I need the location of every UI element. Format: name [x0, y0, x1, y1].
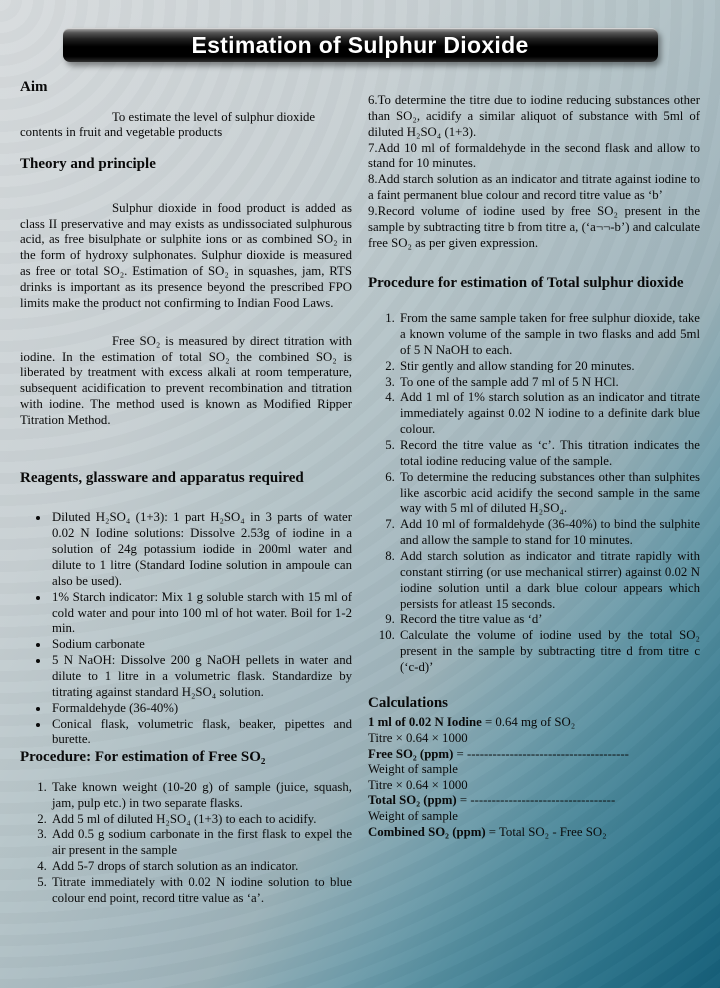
free-step-paragraph: 9.Record volume of iodine used by free SO₂ present in the sample by subtracting titre b from titre a, (‘a¬¬-b’) and calculate free SO₂ as per given expression.	[368, 204, 700, 250]
reagent-item: • Diluted H₂SO₄ (1+3): 1 part H₂SO₄ in 3 parts of water 0.02 N Iodine solutions: Dissolve 2.53g of iodine in a solution of 24g potassium iodide in 200ml water and dilute to 1 litre (Standard Iodine solution in ampoule can also be used).	[50, 510, 352, 589]
calc-line-value: = --------------------------------------	[453, 746, 629, 761]
title-banner	[63, 28, 658, 62]
free-procedure-continuation	[368, 93, 700, 252]
procedure-total-step: 2. Stir gently and allow standing for 20 minutes.	[398, 359, 700, 375]
procedure-free-step: 2. Add 5 ml of diluted H₂SO₄ (1+3) to each to acidify.	[50, 812, 352, 828]
procedure-total-heading: Procedure for estimation of Total sulphur dioxide	[368, 274, 684, 291]
procedure-free-step: 5. Titrate immediately with 0.02 N iodine solution to blue colour end point, record titre value as ‘a’.	[50, 875, 352, 907]
theory-heading: Theory and principle	[20, 156, 156, 173]
calc-line	[368, 715, 700, 731]
calc-line	[368, 793, 700, 809]
calculations-block	[368, 715, 700, 840]
free-step-paragraph: 8.Add starch solution as an indicator and titrate against iodine to a faint permanent blue colour and record titre value as ‘b’	[368, 172, 700, 203]
reagent-item: • 1% Starch indicator: Mix 1 g soluble starch with 15 ml of cold water and pour into 100 ml of hot water. Boil for 1-2 min.	[50, 590, 352, 638]
page-title: Estimation of Sulphur Dioxide	[191, 31, 529, 58]
free-step-paragraph: 7.Add 10 ml of formaldehyde in the second flask and allow to stand for 10 minutes.	[368, 140, 700, 171]
theory-paragraph-1: Sulphur dioxide in food product is added as class II preservative and may exists as undissociated sulphurous acid, as free bisulphate or sulphite ions or as combined SO₂ in the form of hydroxy sulphonates. Sulphur dioxide is measured as free or total SO₂. Estimation of SO₂ in squashes, jam, RTS drinks is important as its presence beyond the prescribed FPO limits make the product not confirming to Indian Food Laws.	[20, 200, 352, 310]
procedure-total-step: 3. To one of the sample add 7 ml of 5 N HCl.	[398, 375, 700, 391]
calc-line	[368, 778, 700, 794]
procedure-free-step: 1. Take known weight (10-20 g) of sample (juice, squash, jam, pulp etc.) in two separate flasks.	[50, 780, 352, 812]
calc-line-value: Titre × 0.64 × 1000	[368, 777, 468, 792]
procedure-free-step: 4. Add 5-7 drops of starch solution as an indicator.	[50, 859, 352, 875]
right-column	[368, 62, 700, 907]
calc-line	[368, 747, 700, 763]
calc-line-value: Weight of sample	[368, 762, 458, 777]
procedure-total-step: 1. From the same sample taken for free sulphur dioxide, take a known volume of the sample in two flasks and add 5ml of 5 N NaOH to each.	[398, 311, 700, 359]
procedure-free-list	[20, 780, 352, 907]
calc-line-label: 1 ml of 0.02 N Iodine	[368, 715, 482, 730]
calc-line-value: Weight of sample	[368, 809, 458, 824]
procedure-free-step: 3. Add 0.5 g sodium carbonate in the first flask to expel the air present in the sample	[50, 827, 352, 859]
left-column	[20, 62, 352, 907]
calc-line-value: = 0.64 mg of SO₂	[481, 715, 576, 730]
procedure-total-step: 8. Add starch solution as indicator and titrate rapidly with constant stirring (or use mechanical stirrer) against 0.02 N iodine solution until a dark blue colour appears which persists for atleast 15 seconds.	[398, 549, 700, 612]
calc-line	[368, 809, 700, 825]
procedure-free-heading: Procedure: For estimation of Free SO₂	[20, 749, 266, 766]
free-step-paragraph: 6.To determine the titre due to iodine reducing substances other than SO₂, acidify a similar aliquot of substance with 5ml of diluted H₂SO₄ (1+3).	[368, 93, 700, 139]
calc-line-label: Free SO₂ (ppm)	[368, 746, 454, 761]
calc-line	[368, 762, 700, 778]
procedure-total-step: 7. Add 10 ml of formaldehyde (36-40%) to bind the sulphite and allow the sample to stand for 10 minutes.	[398, 517, 700, 549]
procedure-total-list	[368, 311, 700, 676]
reagent-item: • Conical flask, volumetric flask, beaker, pipettes and burette.	[50, 717, 352, 749]
procedure-total-step: 6. To determine the reducing substances other than sulphites like ascorbic acid acidify the second sample in the same way with 5 ml of diluted H₂SO₄.	[398, 470, 700, 518]
reagent-item: • Formaldehyde (36-40%)	[50, 701, 352, 717]
calc-line-value: = ----------------------------------	[456, 793, 616, 808]
reagent-item: • Sodium carbonate	[50, 637, 352, 653]
calc-line	[368, 731, 700, 747]
content-columns	[0, 62, 720, 907]
procedure-total-step: 10. Calculate the volume of iodine used by the total SO₂ present in the sample by subtracting titre d from titre c (‘c-d)’	[398, 628, 700, 676]
reagents-list	[20, 510, 352, 748]
procedure-total-step: 9. Record the titre value as ‘d’	[398, 612, 700, 628]
calc-line	[368, 825, 700, 841]
calculations-heading: Calculations	[368, 694, 449, 711]
theory-paragraph-2: Free SO₂ is measured by direct titration with iodine. In the estimation of total SO₂ the combined SO₂ is liberated by treatment with excess alkali at room temperature, subsequent acidification to prevent recombination and titration with iodine. The method used is known as Modified Ripper Titration Method.	[20, 333, 352, 428]
aim-heading: Aim	[20, 79, 48, 95]
calc-line-label: Combined SO₂ (ppm)	[368, 824, 486, 839]
reagent-item: • 5 N NaOH: Dissolve 200 g NaOH pellets in water and dilute to 1 litre in a volumetric flask. Standardize by titrating against standard H₂SO₄ solution.	[50, 653, 352, 701]
calc-line-value: = Total SO₂ - Free SO₂	[485, 824, 607, 839]
procedure-total-step: 4. Add 1 ml of 1% starch solution as an indicator and titrate immediately against 0.02 N iodine to a definite dark blue colour.	[398, 390, 700, 438]
calc-line-value: Titre × 0.64 × 1000	[368, 730, 468, 745]
aim-text: To estimate the level of sulphur dioxide contents in fruit and vegetable products	[20, 109, 316, 140]
calc-line-label: Total SO₂ (ppm)	[368, 793, 457, 808]
reagents-heading: Reagents, glassware and apparatus required	[20, 469, 304, 486]
procedure-total-step: 5. Record the titre value as ‘c’. This titration indicates the total iodine reducing value of the sample.	[398, 438, 700, 470]
